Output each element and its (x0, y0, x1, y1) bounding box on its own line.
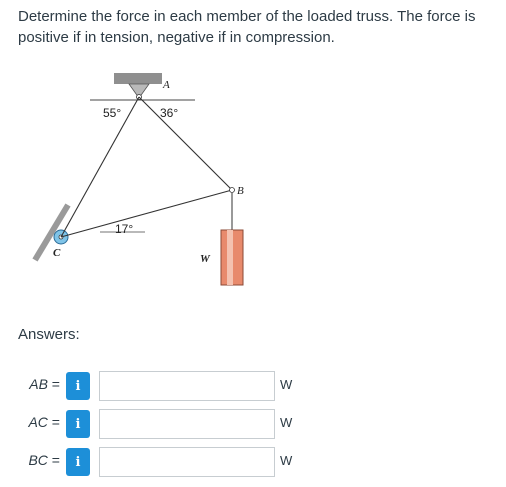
weight-highlight (227, 230, 233, 285)
unit-ac: W (280, 415, 293, 430)
variable-ab: AB (29, 376, 48, 392)
question-text: Determine the force in each member of the loaded truss. The force is positive if in tension, negative if in compression. (18, 8, 476, 46)
equals-sign: = (47, 414, 60, 430)
member-ab (139, 97, 232, 190)
answer-row-ab (18, 371, 498, 401)
ceiling-support (114, 73, 162, 84)
answer-input-ab[interactable] (99, 371, 275, 401)
answer-row-bc (18, 447, 498, 477)
label-w: W (200, 253, 210, 265)
label-a: A (163, 79, 170, 91)
label-c: C (53, 247, 61, 259)
angle-label-55: 55° (103, 106, 122, 120)
answer-label-ab (18, 376, 60, 392)
equals-sign: = (47, 452, 60, 468)
equals-sign: = (47, 376, 60, 392)
answer-label-ac (18, 414, 60, 430)
variable-bc: BC (28, 452, 48, 468)
truss-figure (0, 70, 506, 300)
answer-input-ac[interactable] (99, 409, 275, 439)
member-ac (61, 97, 139, 237)
answer-row-ac (18, 409, 498, 439)
info-button-bc[interactable]: i (66, 448, 90, 476)
answer-input-bc[interactable] (99, 447, 275, 477)
angle-label-17: 17° (115, 222, 134, 236)
unit-ab: W (280, 377, 293, 392)
joint-b (230, 188, 235, 193)
member-bc (61, 190, 232, 237)
answers-title: Answers: (18, 326, 80, 343)
variable-ac: AC (28, 414, 48, 430)
truss-diagram (0, 70, 506, 300)
label-b: B (237, 185, 244, 197)
info-button-ab[interactable]: i (66, 372, 90, 400)
info-button-ac[interactable]: i (66, 410, 90, 438)
answer-label-bc (18, 452, 60, 468)
angle-label-36: 36° (160, 106, 179, 120)
unit-bc: W (280, 453, 293, 468)
